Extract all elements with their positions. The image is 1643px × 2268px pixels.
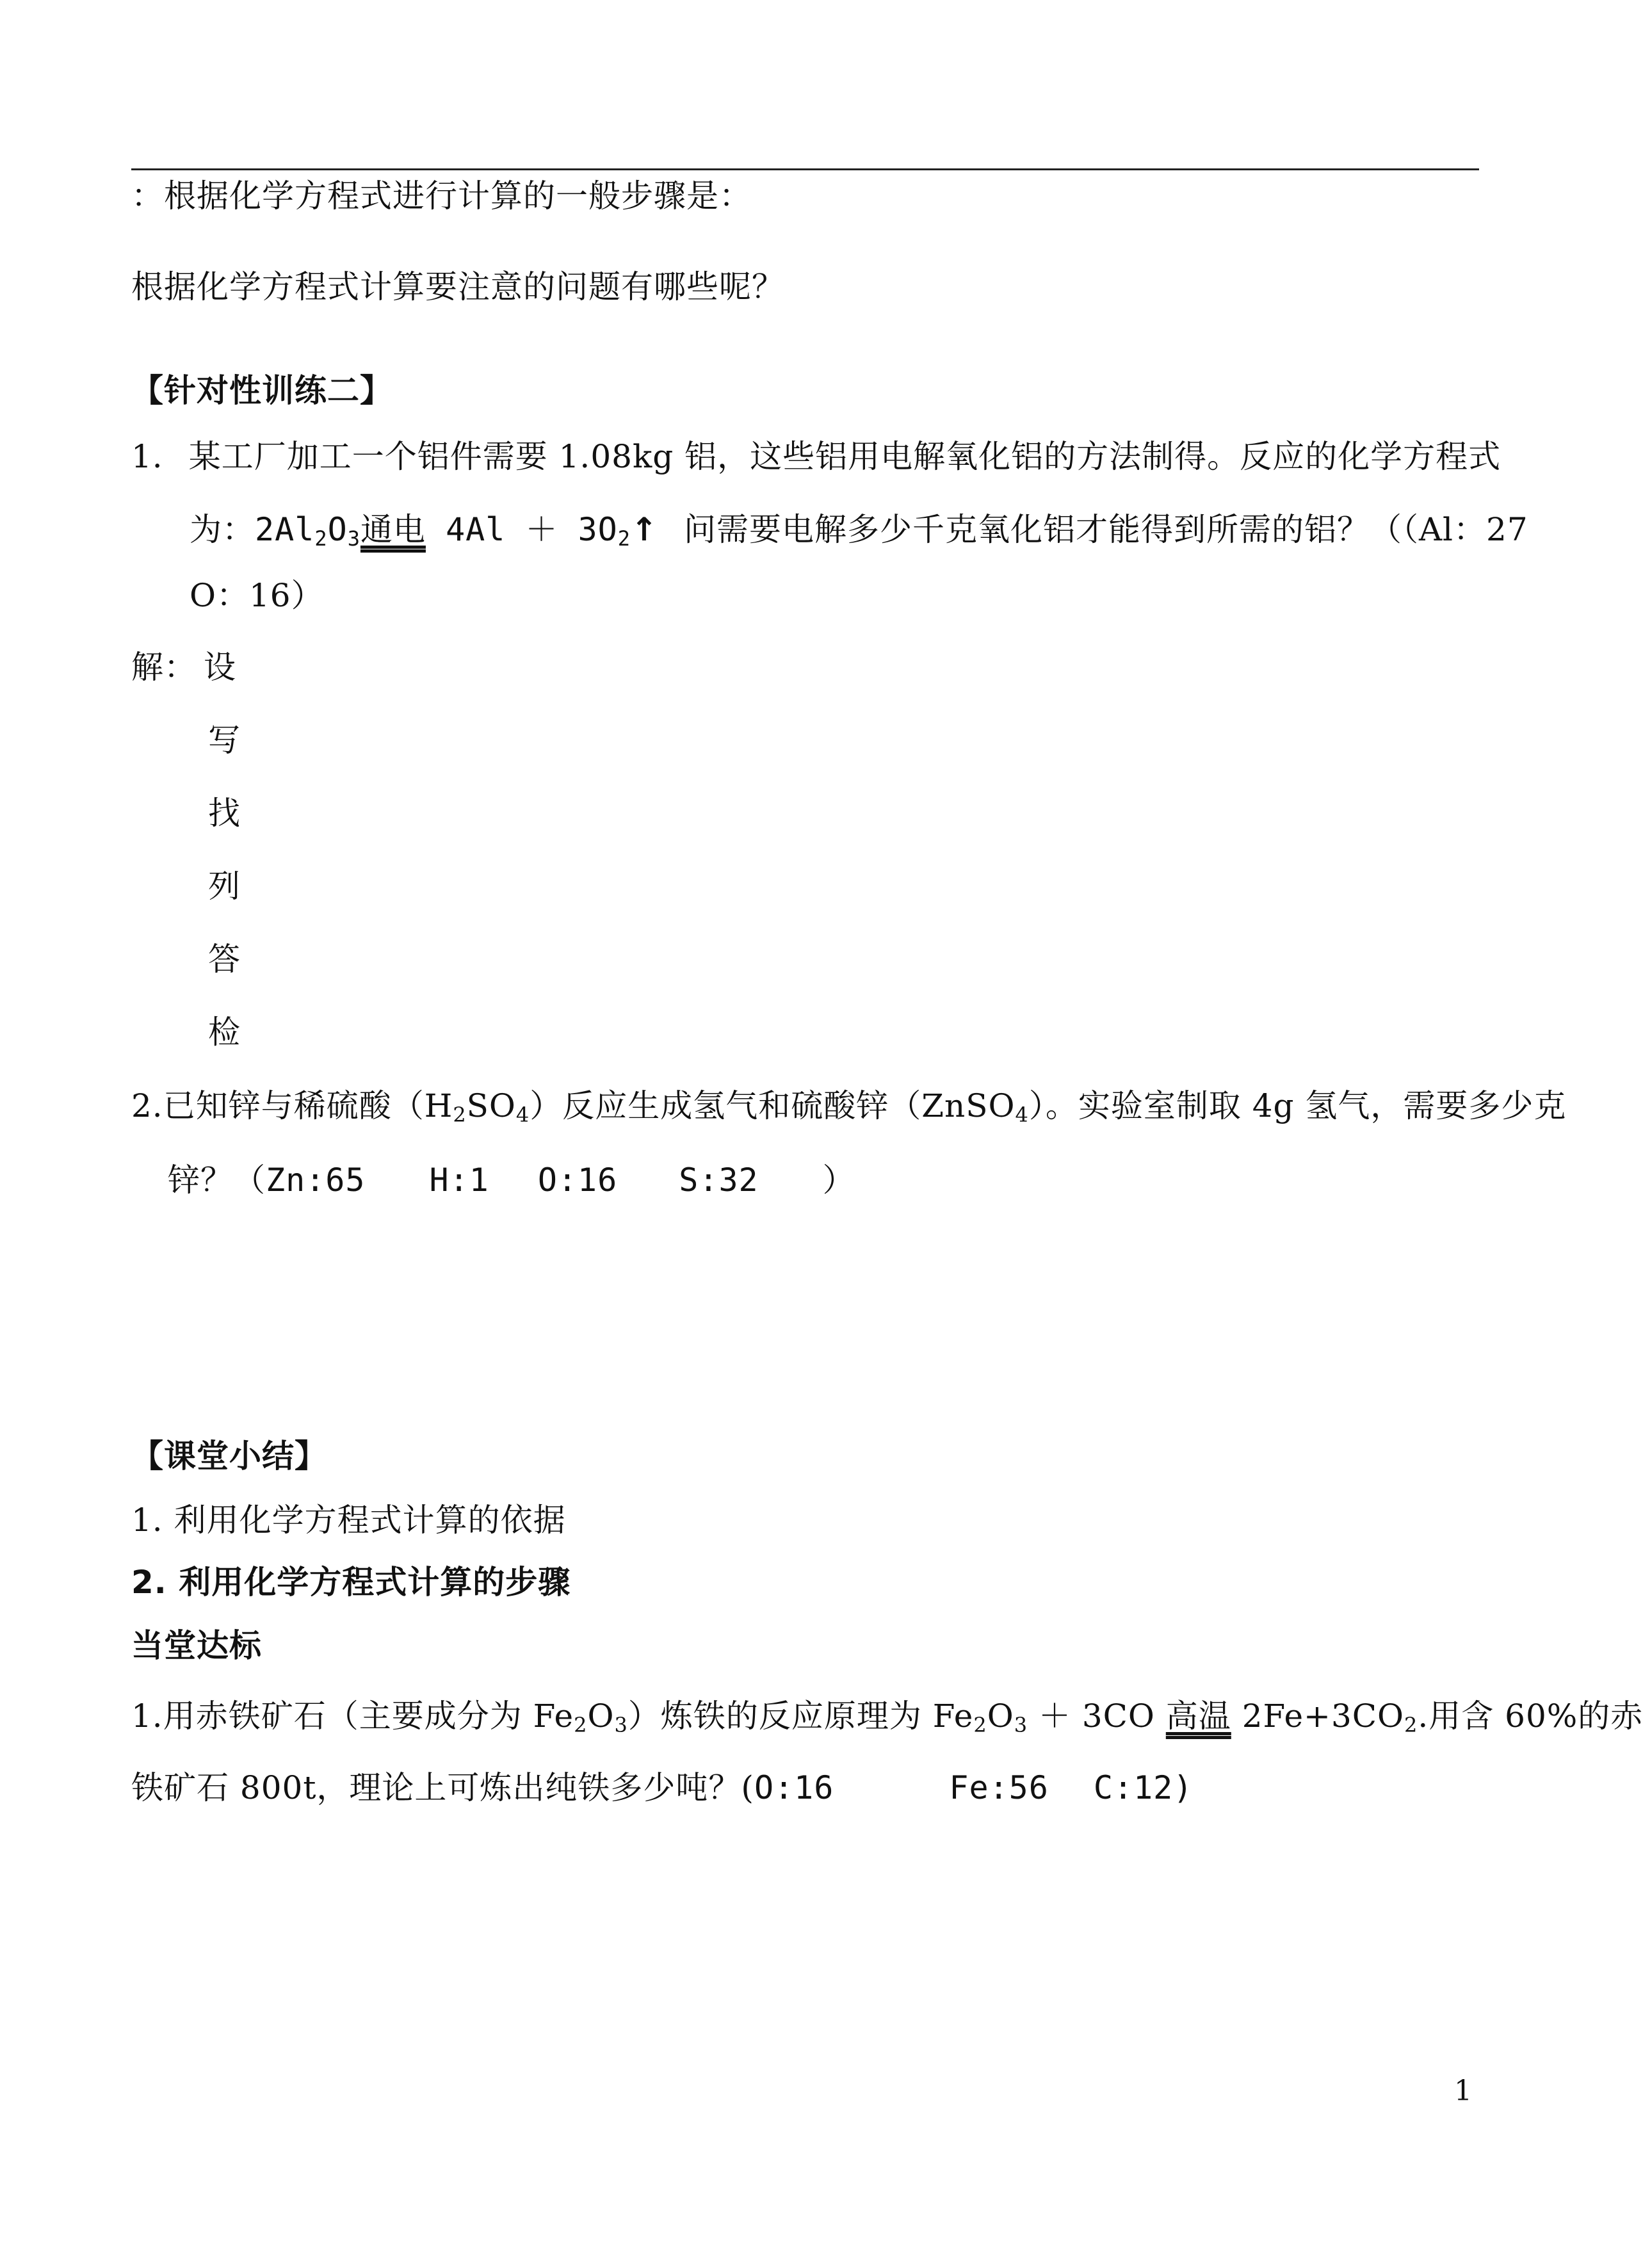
mass-s: S:32 — [679, 1162, 759, 1199]
mass-close: ） — [822, 1162, 855, 1199]
q1-text: 某工厂加工一个铝件需要 1.08kg 铝，这些铝用电解氧化铝的方法制得。反应的化学方程式 — [188, 438, 1501, 475]
reaction-condition: 通电 — [360, 511, 426, 548]
mass-o: O:16 — [537, 1162, 618, 1199]
q2-so4-sub: 4 — [515, 1103, 530, 1127]
standards-q1-line2 — [131, 1769, 1193, 1807]
solution-step-2: 写 — [208, 722, 241, 759]
std-part7: .用含 60%的赤 — [1418, 1697, 1643, 1735]
intro-steps-text: ：根据化学方程式进行计算的一般步骤是： — [131, 177, 752, 215]
std-reaction-condition: 高温 — [1165, 1697, 1231, 1735]
equation-product — [426, 511, 631, 551]
solution-step-6: 检 — [208, 1014, 241, 1051]
q1-number: 1. — [131, 438, 163, 475]
reactant-o: O — [327, 511, 348, 548]
std-co2-sub: 2 — [1404, 1713, 1418, 1737]
header-rule — [131, 168, 1479, 170]
q2-line2-prefix: 锌？（ — [168, 1162, 266, 1199]
reactant-al: 2Al — [255, 511, 315, 548]
summary-item-2: 2. 利用化学方程式计算的步骤 — [131, 1564, 571, 1601]
solution-step-4: 列 — [208, 868, 241, 905]
std-o-sub1: 3 — [614, 1713, 628, 1737]
product-text: 4Al ＋ 3O — [446, 511, 618, 548]
q2-part2: SO — [466, 1087, 516, 1124]
q2-h-sub: 2 — [453, 1103, 467, 1127]
solution-label: 解： — [131, 649, 197, 686]
q2-zn-sub: 4 — [1015, 1103, 1029, 1127]
std-part6: 2Fe+3CO — [1231, 1697, 1405, 1735]
page-number: 1 — [1454, 2075, 1472, 2107]
q1-equation-line — [190, 510, 1528, 549]
q2-part1: 2.已知锌与稀硫酸（H — [131, 1087, 453, 1124]
q1-prefix: 为： — [190, 511, 255, 548]
std-fe-sub1: 2 — [574, 1713, 588, 1737]
summary-item-1: 1. 利用化学方程式计算的依据 — [131, 1502, 566, 1539]
q2-line1 — [131, 1087, 1566, 1125]
summary-title: 【课堂小结】 — [131, 1438, 327, 1475]
std-part5: ＋ 3CO — [1028, 1697, 1166, 1735]
solution-step-1: 设 — [204, 649, 236, 686]
q2-line2 — [168, 1161, 855, 1199]
gas-arrow-icon: ↑ — [631, 511, 658, 548]
std-mass-fe: Fe:56 — [949, 1769, 1049, 1806]
q1-line1 — [131, 437, 1501, 476]
training2-title: 【针对性训练二】 — [131, 372, 393, 409]
std-mass-o: O:16 — [754, 1769, 834, 1806]
std-part2: O — [587, 1697, 615, 1735]
question-text: 根据化学方程式计算要注意的问题有哪些呢？ — [131, 268, 784, 305]
mass-zn: Zn:65 — [266, 1162, 366, 1199]
standards-title: 当堂达标 — [131, 1627, 262, 1664]
std-mass-c: C:12) — [1093, 1769, 1194, 1806]
std-fe-sub2: 2 — [973, 1713, 987, 1737]
std-line2-prefix: 铁矿石 800t，理论上可炼出纯铁多少吨？( — [131, 1769, 754, 1806]
standards-q1-line1 — [131, 1697, 1643, 1735]
q2-part4: ）。实验室制取 4g 氢气，需要多少克 — [1028, 1087, 1567, 1124]
std-o-sub2: 3 — [1014, 1713, 1028, 1737]
equation-reactant — [255, 511, 360, 551]
solution-step-3: 找 — [208, 795, 241, 832]
q1-line3: O：16） — [190, 577, 324, 614]
q2-part3: ）反应生成氢气和硫酸锌（ZnSO — [530, 1087, 1016, 1124]
product-sub: 2 — [617, 526, 631, 551]
reactant-sub-2: 3 — [347, 526, 360, 551]
std-part1: 1.用赤铁矿石（主要成分为 Fe — [131, 1697, 574, 1735]
std-part4: O — [987, 1697, 1014, 1735]
mass-h: H:1 — [429, 1162, 489, 1199]
reactant-sub-1: 2 — [314, 526, 328, 551]
q1-question-tail: 问需要电解多少千克氧化铝才能得到所需的铝？（（Al：27 — [683, 511, 1528, 548]
std-part3: ）炼铁的反应原理为 Fe — [627, 1697, 974, 1735]
solution-step-5: 答 — [208, 941, 241, 978]
